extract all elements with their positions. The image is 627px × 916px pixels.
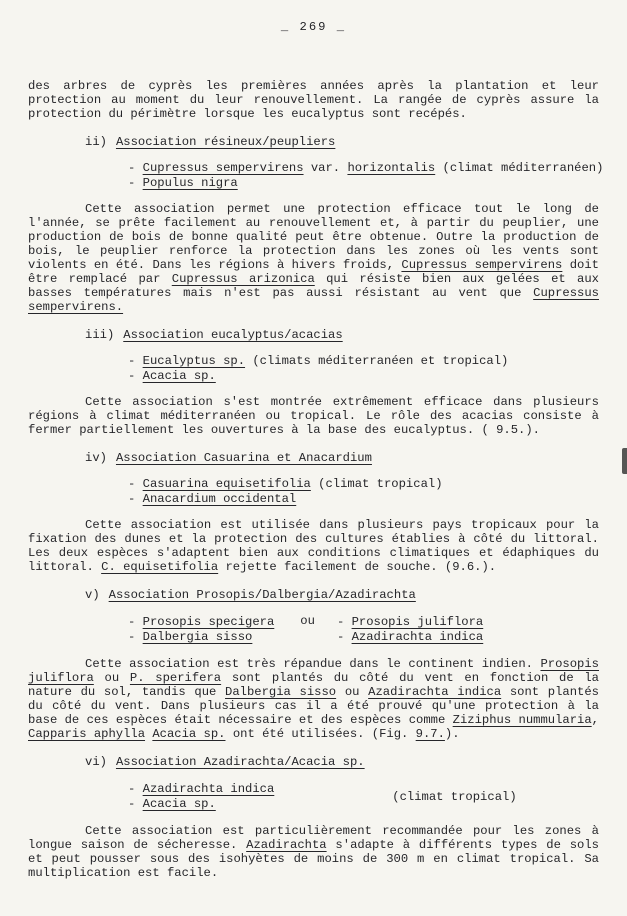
list-item (337, 630, 483, 644)
section-title-iv: Association Casuarina et Anacardium (115, 451, 372, 465)
underlined-term: Prosopis specigera (142, 615, 275, 629)
text-run: (climats méditerranéen et tropical) (245, 354, 509, 368)
species-column (128, 781, 274, 812)
underlined-term: Dalbergia sisso (142, 630, 253, 644)
list-item (337, 615, 483, 629)
underlined-term: C. equisetifolia (101, 560, 219, 574)
text-run: - (128, 477, 143, 491)
section-title-vi: Association Azadirachta/Acacia sp. (115, 755, 365, 769)
section-heading-iv (85, 451, 599, 465)
text-run: Cette association permet une protection efficace tout le long de l'année, se prête facilement au renouvellement et, à partir du peuplier, une production de bois de bonne qualité peut être obtenue. Outre la production de bois, le peuplier renforce la protection dans les zones où les vents sont violents en été. Dans les régions à hivers froids, (28, 202, 599, 272)
text-run: - (128, 492, 143, 506)
underlined-term: Anacardium occidental (142, 492, 297, 506)
text-run: var. (303, 161, 348, 175)
list-item (128, 797, 274, 811)
text-run: (climat méditerranéen) (435, 161, 604, 175)
text-run: qui résiste bien aux gelées et aux basses températures mais n'est pas aussi résistant au vent que (28, 272, 599, 300)
underlined-term: Acacia sp. (142, 797, 216, 811)
text-run: - (128, 615, 143, 629)
underlined-term: 9.7. (415, 727, 445, 741)
section-label-ii: ii) (85, 135, 107, 149)
section-label-iv: iv) (85, 451, 107, 465)
text-run: - (128, 176, 143, 190)
underlined-term: Populus nigra (142, 176, 238, 190)
section-heading-iii (85, 328, 599, 342)
underlined-term: Cupressus sempervirens (401, 258, 563, 272)
scan-artifact (622, 448, 627, 474)
section-heading-ii (85, 135, 599, 149)
text-run: sont plantés du côté du vent. Dans plusieurs cas il a été prouvé qu'une protection à la base de ces espèces était nécessaire et des espèces comme (28, 685, 599, 727)
text-run: - (336, 630, 352, 644)
text-run: - (128, 630, 143, 644)
section-label-iii: iii) (85, 328, 115, 342)
text-run: - (336, 615, 352, 629)
section-title-iii: Association eucalyptus/acacias (123, 328, 343, 342)
text-run: rejette facilement de souche. (9.6.). (218, 560, 497, 574)
list-item (128, 630, 274, 644)
underlined-term: Azadirachta indica (351, 630, 484, 644)
list-item (128, 369, 599, 383)
underlined-term: Prosopis juliflora (28, 657, 599, 685)
text-run: Cette association est utilisée dans plusieurs pays tropicaux pour la fixation des dunes et la protection des cultures établies à côté du littoral. Les deux espèces s'adaptent bien aux conditions climatiques et édaphiques du littoral. (28, 518, 599, 574)
page-number: _ 269 _ (280, 20, 347, 34)
text-run: des arbres de cyprès les premières années après la plantation et leur protection au moment du leur renouvellement. La rangée de cyprès assure la protection du périmètre lorsque les eucalyptus sont recépés. (28, 79, 599, 121)
section-label-vi: vi) (85, 755, 107, 769)
text-run: sont plantés du côté du vent en fonction de la nature du sol, tandis que (28, 671, 599, 699)
text-run: doit être remplacé par (28, 258, 599, 286)
underlined-term: Acacia sp. (152, 727, 226, 741)
underlined-term: Azadirachta indica (368, 685, 502, 699)
text-run: ). (444, 727, 460, 741)
text-run: s'adapte à différents types de sols et peut pousser sous des isohyètes de moins de 300 m en climat tropical. Sa multiplication est facile. (28, 838, 599, 880)
species-list-ii (128, 161, 604, 190)
section-title-v: Association Prosopis/Dalbergia/Azadirachta (108, 588, 416, 602)
underlined-term: Acacia sp. (142, 369, 216, 383)
paragraph-ii (28, 202, 599, 314)
text-run: ont été utilisées. (Fig. (225, 727, 416, 741)
underlined-term: Cupressus sempervirens. (28, 286, 599, 314)
text-run: - (128, 369, 143, 383)
underlined-term: Capparis aphylla (28, 727, 146, 741)
list-item (128, 615, 274, 629)
list-item (128, 477, 599, 491)
species-list-v (128, 614, 599, 645)
list-item (128, 492, 599, 506)
list-item (128, 161, 604, 175)
underlined-term: Prosopis juliflora (351, 615, 484, 629)
text-run: ou (93, 671, 130, 685)
species-column-right (337, 614, 483, 645)
underlined-term: Eucalyptus sp. (142, 354, 246, 368)
underlined-term: Azadirachta indica (142, 782, 275, 796)
text-run: - (128, 797, 143, 811)
underlined-term: Azadirachta (246, 838, 327, 852)
text-run: , (591, 713, 599, 727)
underlined-term: horizontalis (347, 161, 436, 175)
section-heading-v (85, 588, 599, 602)
paragraph-vi (28, 824, 599, 880)
paragraph-iii (28, 395, 599, 437)
underlined-term: Cupressus sempervirens (142, 161, 304, 175)
text-run: (climat tropical) (310, 477, 443, 491)
text-run: Cette association s'est montrée extrêmement efficace dans plusieurs régions à climat méditerranéen ou tropical. Le rôle des acacias consiste à fermer partiellement les ouvertures à la base des eucalyptus. ( 9.5.). (28, 395, 599, 437)
underlined-term: Casuarina equisetifolia (142, 477, 311, 491)
paragraph-intro (28, 79, 599, 121)
text-run: - (128, 354, 143, 368)
connector-ou: ou (300, 614, 315, 628)
species-column-left (128, 614, 274, 645)
list-item (128, 354, 599, 368)
underlined-term: Dalbergia sisso (225, 685, 337, 699)
text-run: - (128, 161, 143, 175)
list-item (128, 176, 599, 190)
list-item (128, 782, 274, 796)
section-label-v: v) (85, 588, 100, 602)
text-run: ou (336, 685, 369, 699)
climate-note: (climat tropical) (392, 789, 517, 804)
species-list-iv (128, 477, 599, 506)
text-run: Cette association est particulièrement recommandée pour les zones à longue saison de sécheresse. (28, 824, 599, 852)
species-list-vi (128, 781, 599, 812)
section-heading-vi (85, 755, 599, 769)
section-title-ii: Association résineux/peupliers (115, 135, 336, 149)
species-list-iii (128, 354, 599, 383)
paragraph-v (28, 657, 599, 741)
text-run: Cette association est très répandue dans le continent indien. (85, 657, 541, 671)
underlined-term: P. sperifera (129, 671, 222, 685)
underlined-term: Cupressus arizonica (171, 272, 315, 286)
underlined-term: Ziziphus nummularia (452, 713, 592, 727)
paragraph-iv (28, 518, 599, 574)
text-run: - (128, 782, 143, 796)
